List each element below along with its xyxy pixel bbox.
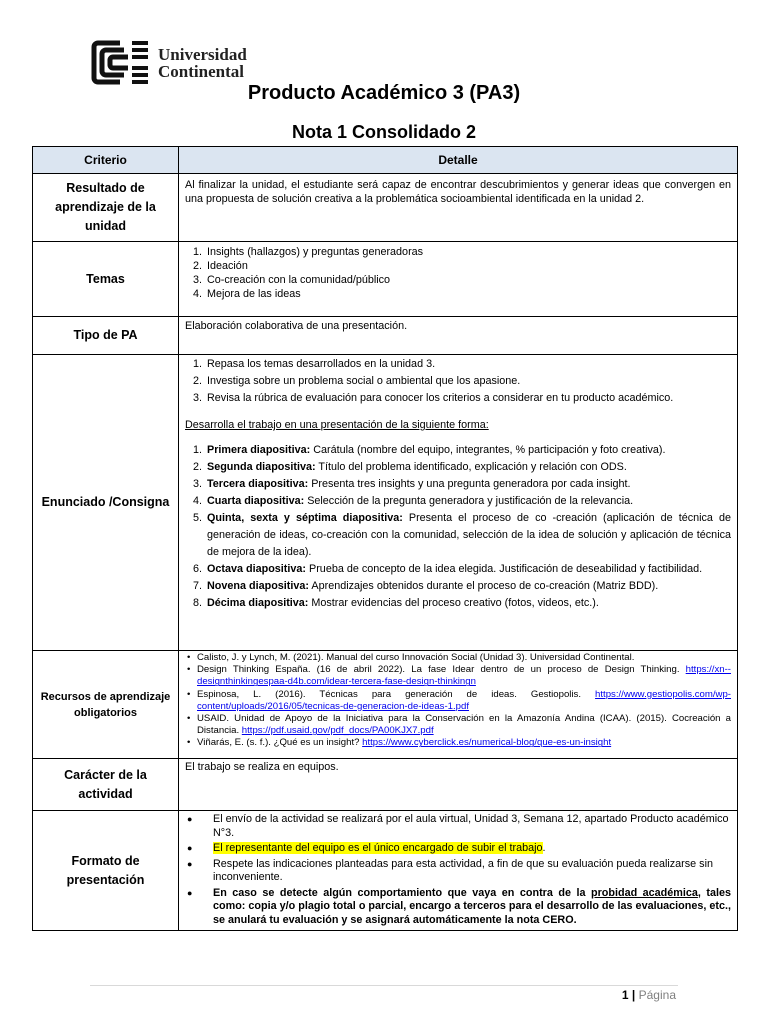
warning-text: En caso se detecte algún comportamiento que vaya en contra de la: [213, 886, 591, 899]
slide-text: Presenta tres insights y una pregunta generadora por cada insight.: [308, 478, 631, 490]
row-tipo: [33, 317, 738, 355]
list-item: [205, 459, 731, 476]
highlighted-text: El representante del equipo es el único encargado de subir el trabajo: [213, 842, 543, 854]
slide-text: Selección de la pregunta generadora y justificación de la relevancia.: [304, 495, 634, 507]
warning-text-end: , tales como: copia y/o plagio total o parcial, encargo a terceros para el desarrollo de las evaluaciones, etc., se anulará tu evaluación y se asignará automáticamente la nota CERO.: [213, 886, 731, 926]
reference-text: Espinosa, L. (2016). Técnicas para generación de ideas. Gestiopolis.: [197, 688, 596, 700]
punctuation: .: [542, 842, 546, 854]
slide-title: Primera diapositiva:: [207, 444, 311, 456]
slide-title: Cuarta diapositiva:: [207, 495, 305, 507]
criteria-table: [32, 146, 738, 931]
reference-text: USAID. Unidad de Apoyo de la Iniciativa para la Conservación en la Amazonía Andina (ICAA). (2015). Cocreación a Distancia.: [197, 713, 731, 737]
logo-line-1: Universidad: [158, 44, 247, 64]
slide-text: Presenta el proceso de co -creación (aplicación de técnica de generación de ideas, co-creación con la comunidad, selección de la idea de solución y aplicación de técnica de mejora de la idea).: [207, 512, 731, 558]
warning-underlined: probidad académica: [590, 886, 698, 899]
label-tipo: Tipo de PA: [33, 317, 179, 355]
row-formato: [33, 811, 738, 931]
header-criterio: Criterio: [33, 147, 179, 174]
label-caracter: Carácter de la actividad: [33, 759, 179, 811]
list-item: [205, 595, 731, 612]
list-item: [197, 652, 731, 664]
university-logo: [90, 40, 247, 85]
label-enunciado: Enunciado /Consigna: [33, 355, 179, 651]
text-caracter: El trabajo se realiza en equipos.: [179, 759, 738, 811]
footer-divider: [90, 985, 678, 986]
list-item: 2. Ideación: [205, 259, 731, 273]
list-item: [205, 493, 731, 510]
steps-list: [185, 356, 731, 407]
page-footer: [622, 988, 676, 1002]
list-item: [197, 689, 731, 713]
text-tipo: Elaboración colaborativa de una presentación.: [179, 317, 738, 355]
list-item: [197, 737, 731, 749]
text-resultado: Al finalizar la unidad, el estudiante será capaz de encontrar descubrimientos y generar ideas que convergen en una propuesta de solución creativa a la problemática socioambiental identificada en la unidad 2.: [179, 174, 738, 242]
label-resultado: Resultado de aprendizaje de la unidad: [33, 174, 179, 242]
reference-text: Viñarás, E. (s. f.). ¿Qué es un insight?: [197, 737, 363, 749]
list-item: [205, 561, 731, 578]
label-formato: Formato de presentación: [33, 811, 179, 931]
slide-text: Prueba de concepto de la idea elegida. Justificación de deseabilidad y factibilidad.: [306, 563, 703, 575]
page-number: 1: [621, 988, 629, 1002]
list-item: [205, 476, 731, 493]
label-recursos: Recursos de aprendizaje obligatorios: [33, 651, 179, 759]
reference-link[interactable]: https://pdf.usaid.gov/pdf_docs/PA00KJX7.pdf: [241, 725, 434, 737]
logo-wordmark: [158, 46, 247, 80]
row-enunciado: [33, 355, 738, 651]
row-resultado: [33, 174, 738, 242]
slide-text: Aprendizajes obtenidos durante el proceso de co-creación (Matriz BDD).: [309, 580, 659, 592]
logo-line-2: Continental: [158, 61, 244, 81]
list-item: ● Respete las indicaciones planteadas para esta actividad, a fin de que su evaluación pueda realizarse sin inconveniente.: [209, 858, 731, 885]
slide-title: Segunda diapositiva:: [207, 461, 316, 473]
list-item: [197, 664, 731, 688]
slide-title: Octava diapositiva:: [207, 563, 307, 575]
row-temas: [33, 242, 738, 317]
label-temas: Temas: [33, 242, 179, 317]
format-list: [185, 813, 731, 927]
row-recursos: [33, 651, 738, 759]
list-item: [209, 887, 731, 928]
slide-text: Título del problema identificado, explicación y relación con ODS.: [315, 461, 627, 473]
document-title: Producto Académico 3 (PA3): [247, 82, 521, 104]
row-caracter: [33, 759, 738, 811]
list-item: 4. Mejora de las ideas: [205, 287, 731, 301]
list-item: 3. Revisa la rúbrica de evaluación para conocer los criterios a considerar en tu producto académico.: [205, 390, 731, 407]
slides-list: [185, 442, 731, 612]
slide-title: Novena diapositiva:: [207, 580, 309, 592]
list-item: ● El envío de la actividad se realizará por el aula virtual, Unidad 3, Semana 12, apartado Producto académico N°3.: [209, 813, 731, 840]
slide-text: Carátula (nombre del equipo, integrantes, % participación y foto creativa).: [310, 444, 666, 456]
slide-title: Tercera diapositiva:: [207, 478, 309, 490]
reference-link[interactable]: https://xn--designthinkingespaa-d4b.com/idear-tercera-fase-design-thinkingn: [197, 664, 731, 688]
page-separator: |: [631, 988, 636, 1002]
slide-title: Quinta, sexta y séptima diapositiva:: [207, 512, 403, 524]
continental-logo-icon: [90, 40, 150, 85]
reference-link[interactable]: https://www.cyberclick.es/numerical-blog/que-es-un-insight: [362, 737, 612, 749]
header-detalle: Detalle: [179, 147, 738, 174]
list-item: [205, 510, 731, 561]
page-label: Página: [638, 988, 676, 1002]
reference-text: Design Thinking España. (16 de abril 2022). La fase Idear dentro de un proceso de Design Thinking.: [197, 664, 686, 676]
list-item: [197, 713, 731, 737]
list-item: 3. Co-creación con la comunidad/público: [205, 273, 731, 287]
list-item: [205, 578, 731, 595]
list-item: 1. Repasa los temas desarrollados en la unidad 3.: [205, 356, 731, 373]
references-list: [185, 652, 731, 750]
slide-text: Mostrar evidencias del proceso creativo (fotos, videos, etc.).: [308, 597, 599, 609]
reference-text: Calisto, J. y Lynch, M. (2021). Manual del curso Innovación Social (Unidad 3). Universidad Continental.: [197, 652, 635, 663]
slides-intro: Desarrolla el trabajo en una presentación de la siguiente forma:: [185, 419, 489, 431]
slide-title: Décima diapositiva:: [207, 597, 309, 609]
list-item: [205, 442, 731, 459]
temas-list: [185, 245, 731, 301]
document-subtitle: Nota 1 Consolidado 2: [291, 122, 477, 142]
list-item: [209, 842, 731, 856]
table-header-row: [33, 147, 738, 174]
list-item: 2. Investiga sobre un problema social o ambiental que los apasione.: [205, 373, 731, 390]
reference-link[interactable]: https://www.gestiopolis.com/wp-content/uploads/2016/05/tecnicas-de-generacion-de-ideas-1.pdf: [197, 688, 731, 712]
list-item: 1. Insights (hallazgos) y preguntas generadoras: [205, 245, 731, 259]
